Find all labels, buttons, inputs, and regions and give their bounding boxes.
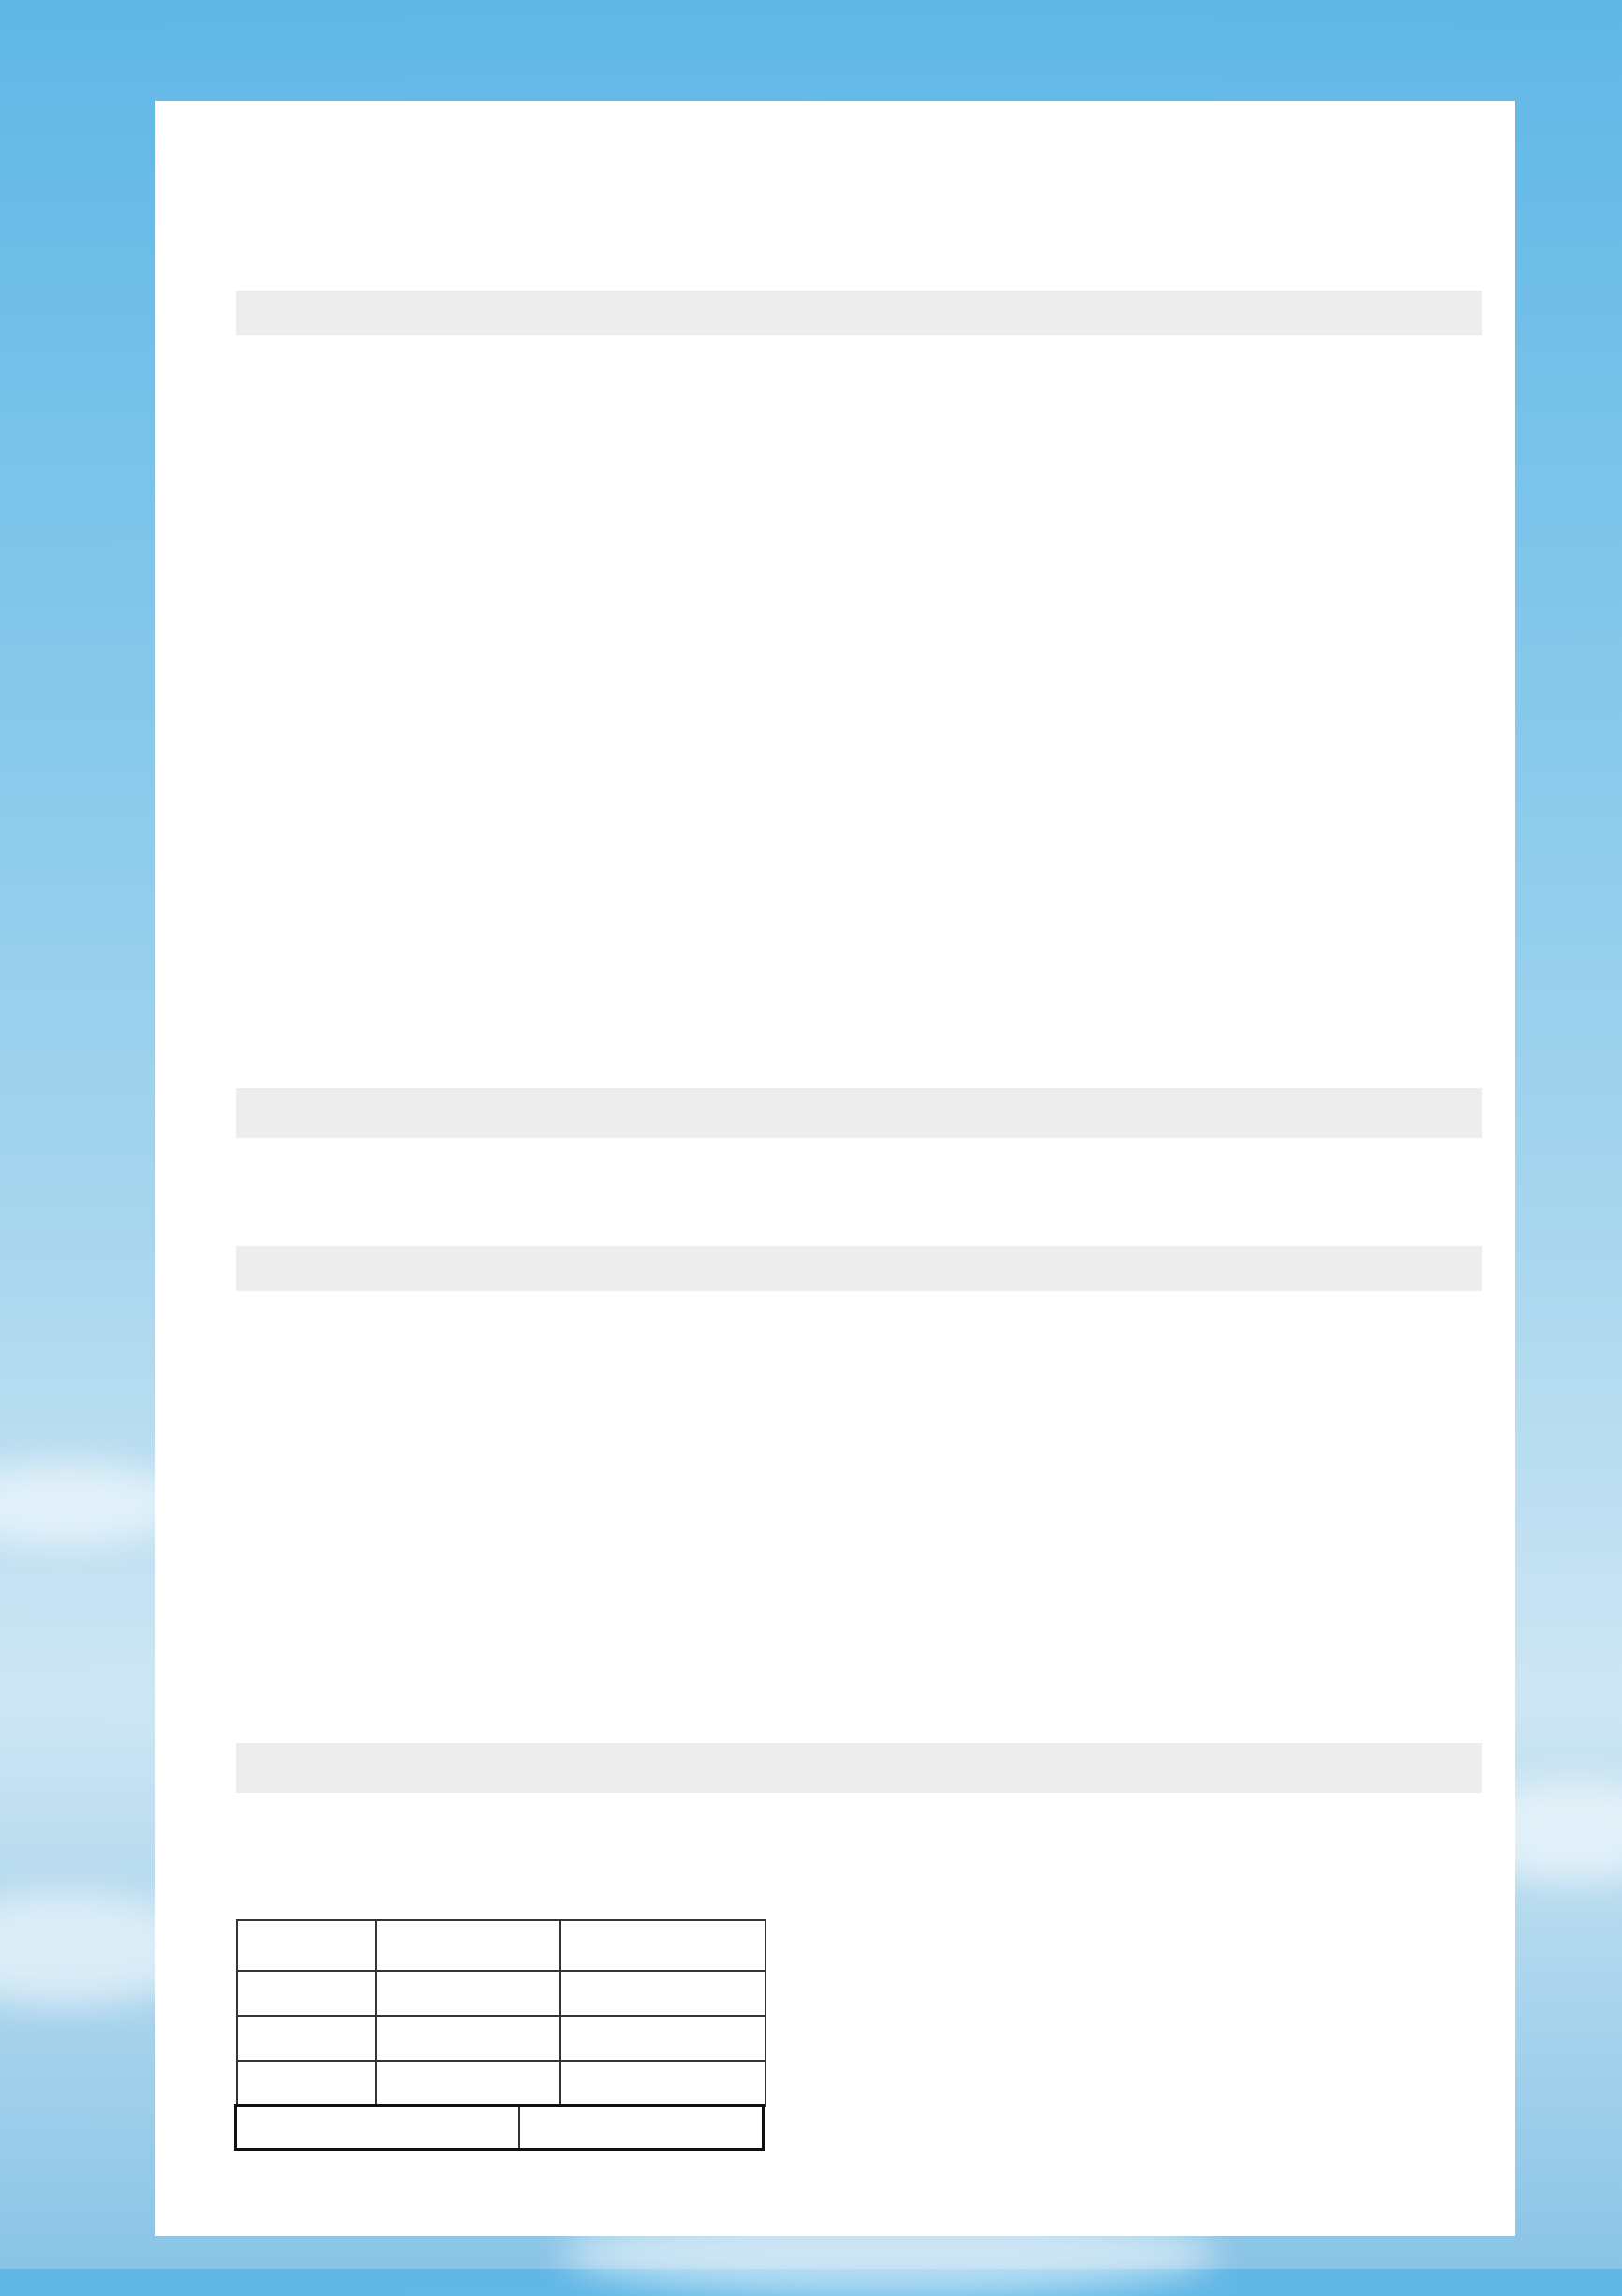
table-cell: [770, 1442, 948, 1493]
row-label: [237, 2016, 376, 2061]
table-row: [236, 1592, 1482, 1643]
table-row: [236, 587, 1482, 637]
table-cell: [414, 1392, 592, 1442]
table-row: [236, 988, 1482, 1038]
table-cell: [770, 1492, 948, 1543]
row-label: [236, 787, 414, 838]
table-cell: [1126, 687, 1304, 738]
table-cell: [592, 636, 770, 687]
table-cell: [1126, 636, 1304, 687]
table-cell: [770, 1692, 948, 1743]
table-cell: [1126, 1643, 1304, 1693]
table-cell: [1126, 536, 1304, 587]
table-cell: [1304, 486, 1482, 537]
table-cell: [1304, 737, 1482, 787]
table-cell: [592, 937, 770, 988]
table-cell: [1126, 937, 1304, 988]
table-cell: [1126, 1492, 1304, 1543]
table-cell: [948, 1692, 1126, 1743]
table-cell: [770, 587, 948, 637]
table-cell: [592, 1692, 770, 1743]
table-cell: [414, 1492, 592, 1543]
income-column-header: [414, 291, 592, 335]
table-row: [236, 1492, 1482, 1543]
table-cell: [1126, 386, 1304, 437]
table-cell: [1126, 1592, 1304, 1643]
table-cell: [414, 1692, 592, 1743]
expense-header-row: [236, 1246, 1482, 1291]
table-cell: [1304, 587, 1482, 637]
table-cell: [414, 436, 592, 486]
table-cell: [414, 1543, 592, 1593]
total-cell: [1126, 1743, 1304, 1794]
row-label: [236, 536, 414, 587]
expense-column-header: [414, 1246, 592, 1291]
table-cell: [414, 988, 592, 1038]
table-cell: [592, 787, 770, 838]
table-cell: [948, 937, 1126, 988]
table-cell: [414, 1442, 592, 1493]
table-cell: [1126, 587, 1304, 637]
row-label: [236, 887, 414, 938]
table-cell: [770, 1291, 948, 1342]
table-cell: [770, 1592, 948, 1643]
row-label: [236, 988, 414, 1038]
row-label: [236, 436, 414, 486]
table-cell: [948, 1392, 1126, 1442]
table-cell: [592, 486, 770, 537]
row-label: [236, 1442, 414, 1493]
expense-column-header: [236, 1246, 414, 1291]
table-cell: [1126, 1392, 1304, 1442]
table-cell: [1126, 1543, 1304, 1593]
table-cell: [770, 1342, 948, 1393]
table-cell: [1304, 335, 1482, 386]
table-row: [236, 737, 1482, 787]
summary-column-header: [237, 1920, 376, 1971]
table-cell: [1304, 436, 1482, 486]
table-cell: [1304, 1543, 1482, 1593]
table-cell: [1304, 937, 1482, 988]
table-row: [236, 436, 1482, 486]
table-cell: [414, 787, 592, 838]
row-label: [236, 1692, 414, 1743]
income-column-header: [1304, 291, 1482, 335]
table-cell: [560, 2016, 766, 2061]
income-total-row: [236, 1088, 1482, 1139]
table-cell: [1304, 636, 1482, 687]
row-label: [236, 636, 414, 687]
table-cell: [414, 486, 592, 537]
table-row: [236, 1442, 1482, 1493]
table-cell: [770, 486, 948, 537]
row-label: [236, 737, 414, 787]
table-cell: [770, 988, 948, 1038]
table-cell: [592, 1291, 770, 1342]
cumulative-label: [236, 2106, 520, 2150]
table-cell: [592, 837, 770, 887]
table-cell: [770, 887, 948, 938]
table-cell: [414, 1342, 592, 1393]
total-cell: [948, 1088, 1126, 1139]
table-cell: [1126, 988, 1304, 1038]
table-cell: [1304, 988, 1482, 1038]
table-cell: [770, 837, 948, 887]
table-cell: [948, 887, 1126, 938]
table-cell: [414, 837, 592, 887]
table-cell: [1304, 1037, 1482, 1088]
table-row: [237, 1971, 766, 2016]
table-cell: [592, 1643, 770, 1693]
total-cell: [1304, 1743, 1482, 1794]
table-cell: [948, 687, 1126, 738]
table-cell: [592, 1592, 770, 1643]
table-row: [236, 687, 1482, 738]
table-cell: [592, 335, 770, 386]
table-cell: [770, 1543, 948, 1593]
table-cell: [948, 486, 1126, 537]
table-cell: [770, 1643, 948, 1693]
cumulative-row: [234, 2104, 765, 2151]
table-cell: [560, 2061, 766, 2106]
table-cell: [1126, 737, 1304, 787]
total-cell: [592, 1743, 770, 1794]
summary-header-row: [237, 1920, 766, 1971]
table-cell: [1126, 1342, 1304, 1393]
table-row: [236, 887, 1482, 938]
table-cell: [414, 636, 592, 687]
table-cell: [592, 1442, 770, 1493]
table-cell: [1126, 436, 1304, 486]
expense-column-header: [948, 1246, 1126, 1291]
expense-total-row: [236, 1743, 1482, 1794]
table-cell: [1304, 536, 1482, 587]
table-cell: [376, 2016, 560, 2061]
table-cell: [1126, 837, 1304, 887]
table-cell: [1126, 1692, 1304, 1743]
summary-column-header: [560, 1920, 766, 1971]
table-cell: [948, 1442, 1126, 1493]
cumulative-value: [519, 2106, 764, 2150]
table-cell: [948, 1037, 1126, 1088]
table-cell: [592, 436, 770, 486]
table-cell: [414, 587, 592, 637]
table-cell: [592, 386, 770, 437]
table-cell: [770, 636, 948, 687]
table-row: [236, 1543, 1482, 1593]
table-row: [236, 1392, 1482, 1442]
table-cell: [1304, 837, 1482, 887]
table-row: [236, 1643, 1482, 1693]
table-cell: [948, 1492, 1126, 1543]
table-cell: [414, 687, 592, 738]
total-cell: [948, 1743, 1126, 1794]
table-cell: [1126, 486, 1304, 537]
table-cell: [770, 536, 948, 587]
table-row: [237, 2061, 766, 2106]
table-cell: [560, 1971, 766, 2016]
table-cell: [770, 937, 948, 988]
table-row: [236, 787, 1482, 838]
summary-table: [236, 1919, 766, 2107]
table-cell: [948, 386, 1126, 437]
table-cell: [1126, 787, 1304, 838]
row-label: [236, 687, 414, 738]
table-row: [236, 1692, 1482, 1743]
table-cell: [770, 335, 948, 386]
income-column-header: [770, 291, 948, 335]
table-row: [236, 335, 1482, 386]
table-cell: [1126, 1442, 1304, 1493]
table-row: [236, 837, 1482, 887]
row-label: [236, 1643, 414, 1693]
table-cell: [592, 1037, 770, 1088]
total-cell: [414, 1743, 592, 1794]
total-label: [236, 1743, 414, 1794]
table-cell: [948, 1643, 1126, 1693]
table-cell: [414, 335, 592, 386]
table-cell: [1304, 1392, 1482, 1442]
table-cell: [1304, 1492, 1482, 1543]
row-label: [236, 937, 414, 988]
table-cell: [948, 737, 1126, 787]
row-label: [236, 486, 414, 537]
table-cell: [948, 1342, 1126, 1393]
table-cell: [414, 1291, 592, 1342]
table-cell: [592, 1392, 770, 1442]
row-label: [236, 1492, 414, 1543]
table-cell: [770, 787, 948, 838]
total-label: [236, 1088, 414, 1139]
table-row: [236, 1342, 1482, 1393]
table-cell: [948, 1291, 1126, 1342]
table-cell: [592, 887, 770, 938]
table-cell: [414, 937, 592, 988]
table-row: [236, 486, 1482, 537]
table-cell: [414, 386, 592, 437]
total-cell: [414, 1088, 592, 1139]
table-cell: [1304, 1692, 1482, 1743]
table-cell: [948, 335, 1126, 386]
table-cell: [1304, 887, 1482, 938]
total-cell: [770, 1088, 948, 1139]
table-cell: [948, 988, 1126, 1038]
income-column-header: [236, 291, 414, 335]
table-row: [236, 937, 1482, 988]
income-column-header: [948, 291, 1126, 335]
table-cell: [592, 1342, 770, 1393]
table-cell: [770, 386, 948, 437]
table-cell: [1304, 386, 1482, 437]
table-row: [237, 2016, 766, 2061]
table-cell: [376, 1971, 560, 2016]
table-row: [236, 1291, 1482, 1342]
table-cell: [948, 536, 1126, 587]
income-header-row: [236, 291, 1482, 335]
table-cell: [770, 737, 948, 787]
row-label: [237, 1971, 376, 2016]
income-table: [236, 291, 1482, 1138]
expense-column-header: [770, 1246, 948, 1291]
table-cell: [414, 1037, 592, 1088]
summary-column-header: [376, 1920, 560, 1971]
total-cell: [592, 1088, 770, 1139]
table-cell: [1304, 1643, 1482, 1693]
table-cell: [592, 687, 770, 738]
table-cell: [376, 2061, 560, 2106]
table-cell: [1126, 1291, 1304, 1342]
row-label: [236, 1037, 414, 1088]
table-cell: [1304, 687, 1482, 738]
table-cell: [414, 1592, 592, 1643]
table-cell: [592, 587, 770, 637]
table-row: [236, 1037, 1482, 1088]
table-cell: [592, 1543, 770, 1593]
table-cell: [1126, 335, 1304, 386]
table-cell: [414, 887, 592, 938]
row-label: [236, 1543, 414, 1593]
total-cell: [1304, 1088, 1482, 1139]
table-cell: [592, 988, 770, 1038]
row-label: [236, 386, 414, 437]
table-row: [236, 636, 1482, 687]
row-label: [236, 1592, 414, 1643]
total-cell: [770, 1743, 948, 1794]
expense-column-header: [592, 1246, 770, 1291]
table-cell: [1304, 1442, 1482, 1493]
table-cell: [1304, 787, 1482, 838]
table-cell: [1126, 1037, 1304, 1088]
table-cell: [948, 787, 1126, 838]
income-column-header: [592, 291, 770, 335]
table-cell: [592, 536, 770, 587]
table-row: [236, 386, 1482, 437]
expense-table: [236, 1246, 1482, 1793]
expense-column-header: [1126, 1246, 1304, 1291]
table-cell: [770, 436, 948, 486]
table-cell: [770, 1037, 948, 1088]
expense-column-header: [1304, 1246, 1482, 1291]
row-label: [236, 1291, 414, 1342]
table-cell: [414, 536, 592, 587]
table-cell: [592, 1492, 770, 1543]
table-cell: [948, 1592, 1126, 1643]
table-cell: [948, 587, 1126, 637]
table-cell: [770, 687, 948, 738]
table-cell: [948, 837, 1126, 887]
table-cell: [414, 737, 592, 787]
row-label: [237, 2061, 376, 2106]
table-cell: [414, 1643, 592, 1693]
table-cell: [1304, 1291, 1482, 1342]
table-cell: [1304, 1342, 1482, 1393]
table-cell: [770, 1392, 948, 1442]
table-cell: [1126, 887, 1304, 938]
row-label: [236, 335, 414, 386]
row-label: [236, 837, 414, 887]
row-label: [236, 1342, 414, 1393]
total-cell: [1126, 1088, 1304, 1139]
report-page: [155, 101, 1515, 2236]
row-label: [236, 587, 414, 637]
table-cell: [948, 1543, 1126, 1593]
table-row: [236, 536, 1482, 587]
table-cell: [948, 436, 1126, 486]
row-label: [236, 1392, 414, 1442]
table-cell: [1304, 1592, 1482, 1643]
table-cell: [592, 737, 770, 787]
income-column-header: [1126, 291, 1304, 335]
table-cell: [948, 636, 1126, 687]
